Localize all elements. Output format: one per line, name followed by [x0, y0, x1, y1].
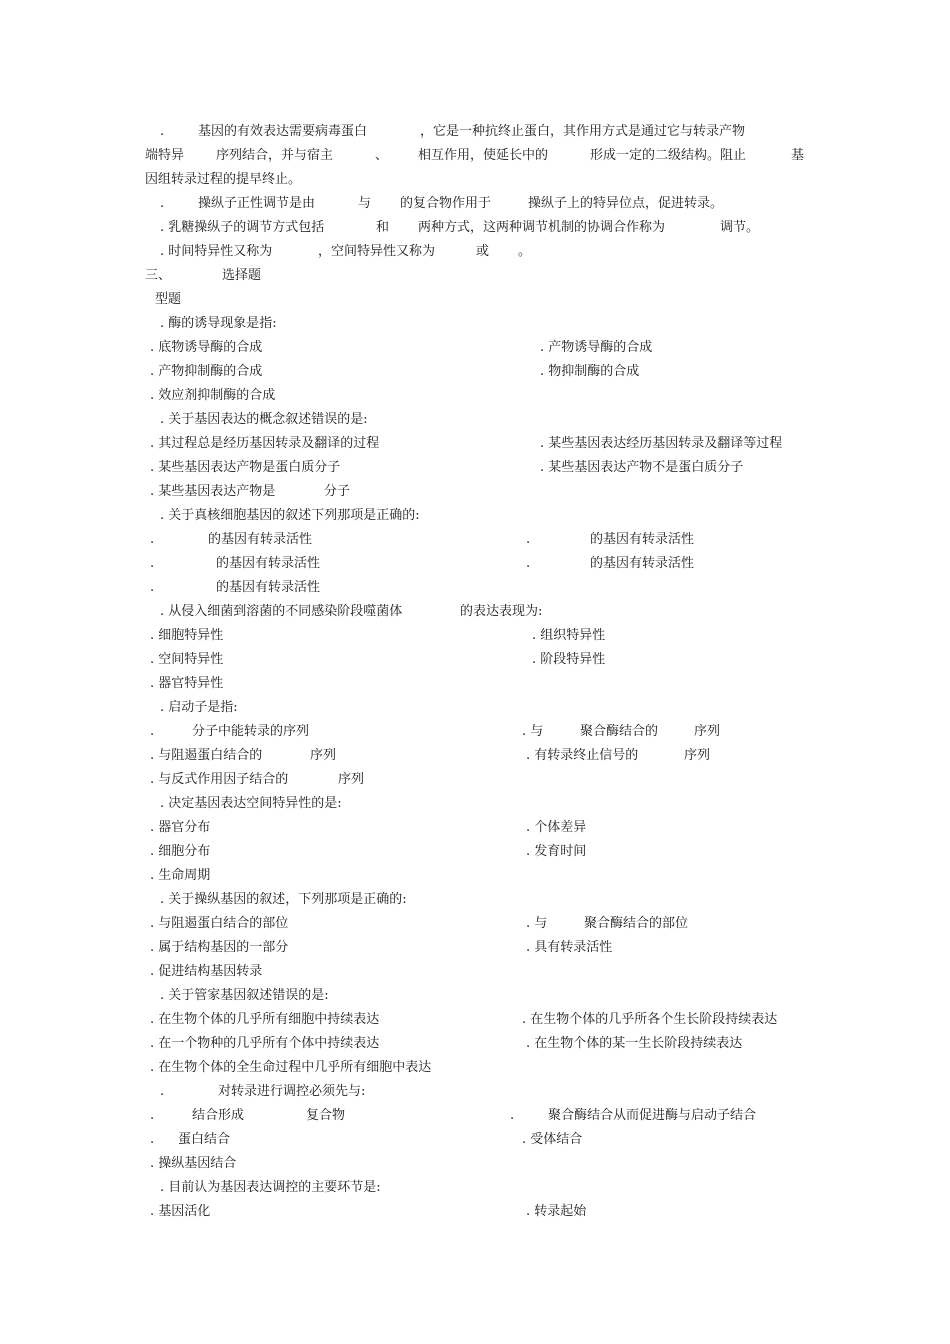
blank-line-2-e: 形成一定的二级结构。阻止 [590, 148, 747, 163]
option-e: . 生命周期 [150, 868, 211, 883]
blank-line-6-c: 或 [476, 244, 490, 259]
blank-line-2-a: 端特异 [145, 148, 185, 163]
option-b: . 个体差异 [526, 820, 587, 835]
option-a-dot: . [150, 724, 155, 739]
question-stem: . [160, 1084, 165, 1099]
option-a-tail: 复合物 [306, 1108, 346, 1123]
option-b: . 与 [526, 916, 548, 931]
option-e: . 在生物个体的全生命过程中几乎所有细胞中表达 [150, 1060, 432, 1075]
option-b-dot: . [526, 532, 531, 547]
question-type-label: 型题 [155, 292, 182, 307]
question-stem: . 决定基因表达空间特异性的是: [160, 796, 342, 811]
section-title: 选择题 [222, 268, 262, 283]
option-a: . 在生物个体的几乎所有细胞中持续表达 [150, 1012, 380, 1027]
option-e: 的基因有转录活性 [216, 580, 321, 595]
option-c: 蛋白结合 [178, 1132, 231, 1147]
option-b-tail: 聚合酶结合的部位 [584, 916, 689, 931]
option-b: . 转录起始 [526, 1204, 587, 1219]
question-stem: . 关于操纵基因的叙述，下列那项是正确的: [160, 892, 407, 907]
option-c-dot: . [150, 556, 155, 571]
option-c: . 细胞分布 [150, 844, 211, 859]
option-a: 分子中能转录的序列 [192, 724, 310, 739]
option-c: 的基因有转录活性 [216, 556, 321, 571]
question-stem: . 酶的诱导现象是指: [160, 316, 277, 331]
question-stem: . 关于真核细胞基因的叙述下列那项是正确的: [160, 508, 420, 523]
blank-line-1-a: 基因的有效表达需要病毒蛋白 [198, 124, 368, 139]
option-d: . 具有转录活性 [526, 940, 613, 955]
option-c: . 某些基因表达产物是蛋白质分子 [150, 460, 341, 475]
question-stem: . 从侵入细菌到溶菌的不同感染阶段噬菌体 [160, 604, 403, 619]
blank-line-1-b: ，它是一种抗终止蛋白，其作用方式是通过它与转录产物 [420, 124, 746, 139]
option-e: . 操纵基因结合 [150, 1156, 237, 1171]
option-c: . 产物抑制酶的合成 [150, 364, 263, 379]
blank-line-6-b: ，空间特异性又称为 [318, 244, 436, 259]
section-number: 三、 [145, 268, 172, 283]
blank-line-4-num: . [160, 196, 165, 211]
blank-line-2-b: 序列结合，并与宿主 [216, 148, 334, 163]
option-b: . 与 [522, 724, 544, 739]
blank-line-5-a: . 乳糖操纵子的调节方式包括 [160, 220, 325, 235]
option-a: 的基因有转录活性 [208, 532, 313, 547]
option-e: . 效应剂抑制酶的合成 [150, 388, 276, 403]
question-stem: . 启动子是指: [160, 700, 238, 715]
option-a: . 底物诱导酶的合成 [150, 340, 263, 355]
option-e: . 与反式作用因子结合的 [150, 772, 289, 787]
option-a-dot: . [150, 532, 155, 547]
option-a: . 器官分布 [150, 820, 211, 835]
option-b: . 在生物个体的几乎所各个生长阶段持续表达 [522, 1012, 778, 1027]
blank-line-4-d: 操纵子上的特异位点，促进转录。 [528, 196, 724, 211]
option-a-dot: . [150, 1108, 155, 1123]
option-b-mid: 聚合酶结合的 [580, 724, 659, 739]
option-d: . 受体结合 [522, 1132, 583, 1147]
question-stem-tail: 对转录进行调控必须先与: [218, 1084, 366, 1099]
option-b-dot: . [510, 1108, 515, 1123]
option-e: . 促进结构基因转录 [150, 964, 263, 979]
blank-line-1-num: . [160, 124, 165, 139]
option-a: . 其过程总是经历基因转录及翻译的过程 [150, 436, 380, 451]
option-e: . 某些基因表达产物是 [150, 484, 276, 499]
blank-line-6-a: . 时间特异性又称为 [160, 244, 273, 259]
option-a: . 基因活化 [150, 1204, 211, 1219]
option-c: . 与阻遏蛋白结合的 [150, 748, 263, 763]
question-stem-tail: 的表达表现为: [460, 604, 543, 619]
option-d: . 发育时间 [526, 844, 587, 859]
option-b: . 组织特异性 [532, 628, 606, 643]
option-c: . 空间特异性 [150, 652, 224, 667]
blank-line-4-a: 操纵子正性调节是由 [198, 196, 316, 211]
option-d: . 某些基因表达产物不是蛋白质分子 [540, 460, 744, 475]
option-b: 聚合酶结合从而促进酶与启动子结合 [548, 1108, 757, 1123]
option-b-tail: 序列 [694, 724, 721, 739]
option-e-dot: . [150, 580, 155, 595]
option-a: 结合形成 [192, 1108, 245, 1123]
blank-line-5-d: 调节。 [720, 220, 760, 235]
blank-line-2-f: 基 [791, 148, 805, 163]
blank-line-5-c: 两种方式，这两种调节机制的协调合作称为 [418, 220, 666, 235]
option-a: . 细胞特异性 [150, 628, 224, 643]
blank-line-3: 因组转录过程的提早终止。 [145, 172, 302, 187]
question-stem: . 关于基因表达的概念叙述错误的是: [160, 412, 368, 427]
option-b: 的基因有转录活性 [590, 532, 695, 547]
option-e-tail: 序列 [338, 772, 365, 787]
blank-line-4-c: 的复合物作用于 [400, 196, 492, 211]
blank-line-4-b: 与 [358, 196, 372, 211]
option-d: . 在生物个体的某一生长阶段持续表达 [526, 1036, 743, 1051]
option-d-tail: 序列 [684, 748, 711, 763]
option-d: . 物抑制酶的合成 [540, 364, 640, 379]
blank-line-2-d: 相互作用，使延长中的 [418, 148, 549, 163]
option-c: . 属于结构基因的一部分 [150, 940, 289, 955]
blank-line-2-c: 、 [375, 148, 389, 163]
option-d: 的基因有转录活性 [590, 556, 695, 571]
blank-line-6-d: 。 [518, 244, 532, 259]
question-stem: . 目前认为基因表达调控的主要环节是: [160, 1180, 381, 1195]
option-d: . 阶段特异性 [532, 652, 606, 667]
option-e: . 器官特异性 [150, 676, 224, 691]
option-c-dot: . [150, 1132, 155, 1147]
option-b: . 某些基因表达经历基因转录及翻译等过程 [540, 436, 783, 451]
option-c: . 在一个物种的几乎所有个体中持续表达 [150, 1036, 380, 1051]
option-c-tail: 序列 [310, 748, 337, 763]
option-b: . 产物诱导酶的合成 [540, 340, 653, 355]
option-d-dot: . [526, 556, 531, 571]
question-stem: . 关于管家基因叙述错误的是: [160, 988, 329, 1003]
option-e-tail: 分子 [324, 484, 351, 499]
option-a: . 与阻遏蛋白结合的部位 [150, 916, 289, 931]
blank-line-5-b: 和 [376, 220, 390, 235]
option-d: . 有转录终止信号的 [526, 748, 639, 763]
